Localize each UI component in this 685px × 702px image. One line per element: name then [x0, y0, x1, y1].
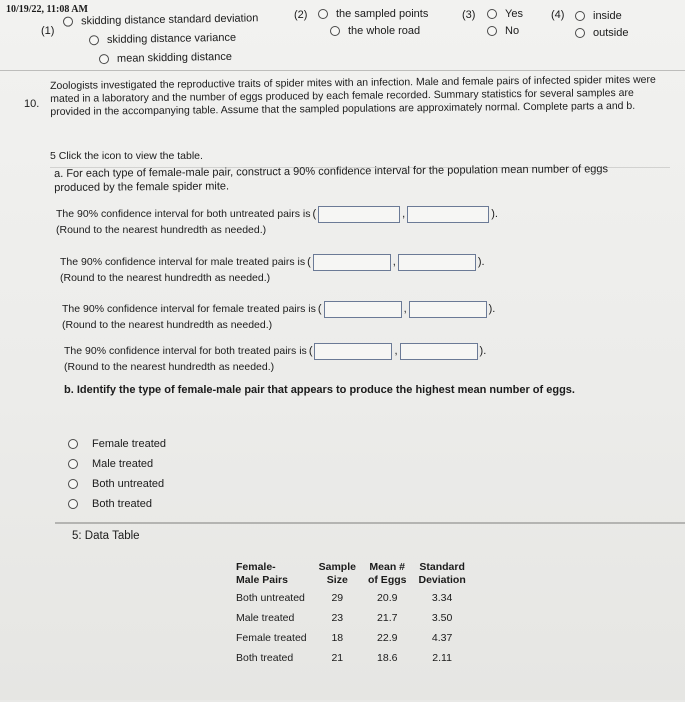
ci-both-untreated-lower-input[interactable]	[318, 206, 400, 223]
radio-icon[interactable]	[68, 439, 78, 449]
prev-option-inside[interactable]: inside	[575, 10, 622, 22]
part-b-choices	[68, 434, 166, 514]
choice-male-treated[interactable]: Male treated	[68, 454, 166, 474]
table-row: Both treated 21 18.6 2.11	[236, 652, 452, 664]
radio-icon[interactable]	[68, 499, 78, 509]
table-row: Both untreated 29 20.9 3.34	[236, 592, 453, 604]
data-table	[236, 560, 472, 668]
part-b-prompt: b. Identify the type of female-male pair that appears to produce the highest mean number of eggs.	[64, 384, 575, 396]
ci-female-treated-upper-input[interactable]	[409, 301, 487, 318]
prev-option-sd[interactable]: skidding distance standard deviation	[63, 12, 259, 27]
ci-male-treated-upper-input[interactable]	[398, 254, 476, 271]
divider	[0, 70, 685, 71]
header-mean-eggs: Mean # of Eggs	[367, 561, 407, 586]
rounding-note: (Round to the nearest hundredth as needed.)	[62, 319, 273, 331]
ci-both-treated-upper-input[interactable]	[400, 343, 478, 360]
question-number: 10.	[24, 98, 40, 110]
prev-option-variance[interactable]: skidding distance variance	[89, 32, 236, 47]
ci-male-treated: The 90% confidence interval for male treated pairs is ( , ). (Round to the nearest hundredth as needed.)	[60, 256, 485, 284]
radio-icon[interactable]	[330, 26, 340, 36]
prev-group2-number: (2)	[294, 9, 308, 21]
prev-group1-number: (1)	[41, 25, 55, 37]
table-row: Male treated 23 21.7 3.50	[236, 612, 453, 624]
prev-option-outside[interactable]: outside	[575, 27, 628, 39]
prev-option-sampled-points[interactable]: the sampled points	[318, 8, 428, 20]
radio-icon[interactable]	[99, 54, 109, 64]
radio-icon[interactable]	[575, 28, 585, 38]
view-table-hint[interactable]: 5 Click the icon to view the table.	[50, 150, 203, 162]
header-std-dev: Standard Deviation	[418, 561, 466, 586]
prev-option-whole-road[interactable]: the whole road	[330, 25, 420, 37]
radio-icon[interactable]	[68, 479, 78, 489]
prev-option-mean[interactable]: mean skidding distance	[99, 51, 232, 65]
rounding-note: (Round to the nearest hundredth as needed.)	[60, 272, 271, 284]
header-pair-type: Female- Male Pairs	[236, 561, 288, 586]
radio-icon[interactable]	[487, 9, 497, 19]
choice-female-treated[interactable]: Female treated	[68, 434, 166, 454]
question-text: Zoologists investigated the reproductive traits of spider mites with an infection. Male and female pairs of infected spider mites were mated in a laboratory and the number of eggs produced by each female recorded. Summary statistics for several samples are provided in the accompanying table. Assume that the sampled populations are approximately normal. Complete parts a and b.	[50, 73, 656, 118]
radio-icon[interactable]	[487, 26, 497, 36]
table-header-row	[236, 560, 472, 588]
ci-both-untreated-upper-input[interactable]	[407, 206, 489, 223]
radio-icon[interactable]	[68, 459, 78, 469]
ci-female-treated-lower-input[interactable]	[324, 301, 402, 318]
choice-both-untreated[interactable]: Both untreated	[68, 474, 166, 494]
ci-female-treated: The 90% confidence interval for female treated pairs is ( , ). (Round to the nearest hundredth as needed.)	[62, 303, 496, 331]
radio-icon[interactable]	[63, 17, 73, 27]
part-a-prompt: a. For each type of female-male pair, construct a 90% confidence interval for the population mean number of eggs produced by the female spider mite.	[54, 163, 609, 194]
rounding-note: (Round to the nearest hundredth as needed.)	[56, 224, 267, 236]
print-timestamp: 10/19/22, 11:08 AM	[6, 4, 88, 15]
header-sample-size: Sample Size	[318, 561, 356, 586]
radio-icon[interactable]	[575, 11, 585, 21]
ci-both-treated: The 90% confidence interval for both treated pairs is ( , ). (Round to the nearest hundredth as needed.)	[64, 345, 487, 373]
prev-group4-number: (4)	[551, 9, 565, 21]
rounding-note: (Round to the nearest hundredth as needed.)	[64, 361, 275, 373]
prev-option-no[interactable]: No	[487, 25, 519, 37]
prev-option-yes[interactable]: Yes	[487, 8, 523, 20]
ci-both-untreated: The 90% confidence interval for both untreated pairs is ( , ). (Round to the nearest hundredth as needed.)	[56, 208, 498, 236]
radio-icon[interactable]	[89, 35, 99, 45]
choice-both-treated[interactable]: Both treated	[68, 494, 166, 514]
ci-both-treated-lower-input[interactable]	[314, 343, 392, 360]
ci-male-treated-lower-input[interactable]	[313, 254, 391, 271]
prev-group3-number: (3)	[462, 9, 476, 21]
table-row: Female treated 18 22.9 4.37	[236, 632, 453, 644]
radio-icon[interactable]	[318, 9, 328, 19]
data-table-title: 5: Data Table	[72, 530, 140, 542]
